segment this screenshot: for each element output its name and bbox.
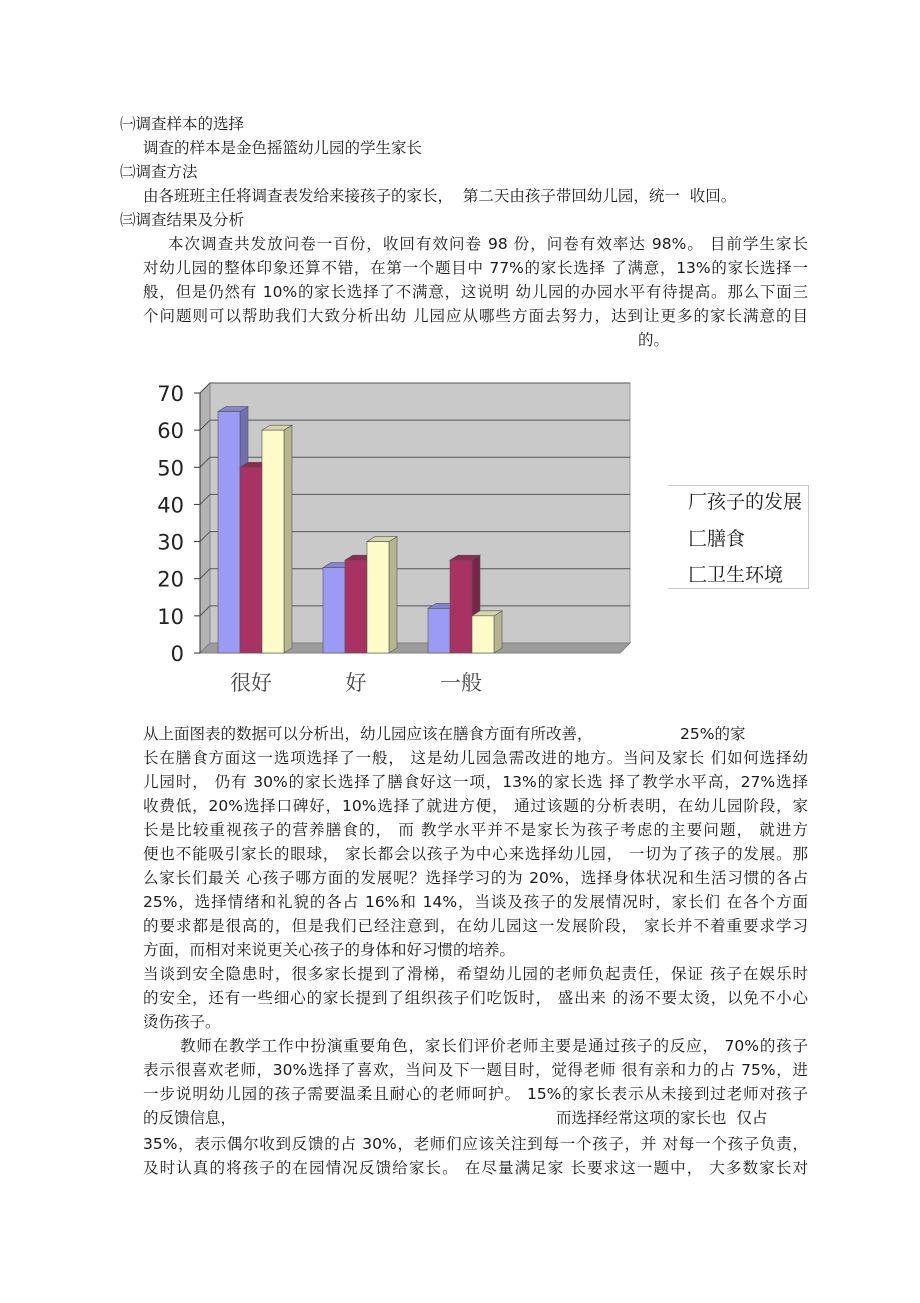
- paragraph-line: 表示很喜欢老师，30%选择了喜欢，当问及下一题目时，觉得老师 很有亲和力的占 75%，进: [143, 1061, 808, 1079]
- paragraph-line: 一步说明幼儿园的孩子需要温柔且耐心的老师呵护。 15%的家长表示从未接到过老师对孩子: [143, 1085, 808, 1103]
- bar-2-0: [428, 608, 450, 653]
- y-tick-label: 40: [157, 493, 184, 518]
- paragraph-line: 25%的家: [680, 725, 746, 743]
- paragraph-line: 便也不能吸引家长的眼球， 家长都会以孩子为中心来选择幼儿园， 一切为了孩子的发展。那: [143, 845, 808, 863]
- legend-item-hygiene: 匚卫生环境: [688, 564, 784, 586]
- legend-item-meals: 匚膳食: [688, 528, 746, 550]
- section-text-method: 由各班班主任将调查表发给来接孩子的家长， 第二天由孩子带回幼儿园，统一 收回。: [143, 187, 737, 205]
- paragraph-line: 对幼儿园的整体印象还算不错，在第一个题目中 77%的家长选择 了满意，13%的家长选择一: [143, 259, 808, 277]
- paragraph-line: 烫伤孩子。: [143, 1013, 221, 1031]
- bar-1-0: [323, 568, 345, 653]
- paragraph-line: 长是比较重视孩子的营养膳食的， 而 教学水平并不是家长为孩子考虑的主要问题， 就进方: [143, 821, 808, 839]
- paragraph-line: 儿园时， 仍有 30%的家长选择了膳食好这一项，13%的家长选 择了教学水平高，27%选择: [143, 773, 808, 791]
- paragraph-line: 么家长们最关 心孩子哪方面的发展呢？选择学习的为 20%，选择身体状况和生活习惯的各占: [143, 869, 808, 887]
- paragraph-line: 方面，而相对来说更关心孩子的身体和好习惯的培养。: [143, 941, 516, 959]
- bar-side: [389, 537, 397, 653]
- paragraph-line: 的要求都是很高的，但是我们已经注意到，在幼儿园这一发展阶段， 家长并不着重要求学习: [143, 917, 808, 935]
- bar-chart: [150, 368, 670, 713]
- paragraph-line: 的反馈信息，: [143, 1109, 237, 1127]
- y-tick-label: 50: [157, 456, 184, 481]
- paragraph-line: 从上面图表的数据可以分析出，幼儿园应该在膳食方面有所改善，: [143, 725, 593, 743]
- paragraph-line: 而选择经常这项的家长也 仅占: [556, 1109, 768, 1127]
- x-tick-label: 好: [345, 671, 367, 695]
- y-tick-label: 20: [157, 567, 184, 592]
- section-title-method: ㈡调查方法: [120, 163, 198, 181]
- bar-1-1: [345, 560, 367, 653]
- bar-0-1: [240, 467, 262, 653]
- paragraph-line: 35%，表示偶尔收到反馈的占 30%，老师们应该关注到每一个孩子，并 对每一个孩子负责，: [143, 1135, 808, 1153]
- paragraph-line: 的安全，还有一些细心的家长提到了组织孩子们吃饭时， 盛出来 的汤不要太烫，以免不小心: [143, 989, 808, 1007]
- bar-side: [494, 611, 502, 653]
- y-tick-label: 0: [170, 642, 184, 666]
- paragraph-line: 般，但是仍然有 10%的家长选择了不满意，这说明 幼儿园的办园水平有待提高。那么下面三: [143, 283, 808, 301]
- bar-side: [284, 425, 292, 653]
- y-tick-label: 30: [157, 530, 184, 555]
- paragraph-line: 25%，选择情绪和礼貌的各占 16%和 14%，当谈及孩子的发展情况时，家长们 在各个方面: [143, 893, 808, 911]
- x-tick-label: 很好: [230, 671, 272, 695]
- bar-0-0: [218, 412, 240, 653]
- bar-0-2: [262, 430, 284, 653]
- paragraph-line: 长在膳食方面这一选项选择了一般， 这是幼儿园急需改进的地方。当问及家长 们如何选择幼: [143, 749, 808, 767]
- paragraph-line: 的。: [638, 331, 670, 349]
- section-title-sample: ㈠调查样本的选择: [120, 115, 245, 133]
- bar-2-1: [450, 560, 472, 653]
- paragraph-line: 收费低，20%选择口碑好，10%选择了就进方便， 通过该题的分析表明，在幼儿园阶段，家: [143, 797, 808, 815]
- bar-2-2: [472, 616, 494, 653]
- x-tick-label: 一般: [440, 671, 482, 695]
- section-text-sample: 调查的样本是金色摇篮幼儿园的学生家长: [143, 139, 423, 157]
- paragraph-line: 教师在教学工作中扮演重要角色，家长们评价老师主要是通过孩子的反应， 70%的孩子: [180, 1037, 808, 1055]
- chart-legend: [668, 485, 809, 589]
- paragraph-line: 个问题则可以帮助我们大致分析出幼 儿园应从哪些方面去努力，达到让更多的家长满意的目: [143, 307, 808, 325]
- y-tick-label: 10: [157, 604, 184, 629]
- paragraph-line: 当谈到安全隐患时，很多家长提到了滑梯，希望幼儿园的老师负起责任，保证 孩子在娱乐时: [143, 965, 808, 983]
- y-tick-label: 60: [157, 419, 184, 444]
- section-title-results: ㈢调查结果及分析: [120, 211, 245, 229]
- chart-side-wall: [200, 383, 210, 653]
- bar-1-2: [367, 542, 389, 653]
- legend-item-development: 厂孩子的发展: [688, 491, 803, 513]
- paragraph-line: 及时认真的将孩子的在园情况反馈给家长。 在尽量满足家 长要求这一题中， 大多数家长对: [143, 1159, 808, 1177]
- y-tick-label: 70: [157, 382, 184, 406]
- paragraph-line: 本次调查共发放问卷一百份，收回有效问卷 98 份，问卷有效率达 98%。 目前学生家长: [168, 235, 808, 253]
